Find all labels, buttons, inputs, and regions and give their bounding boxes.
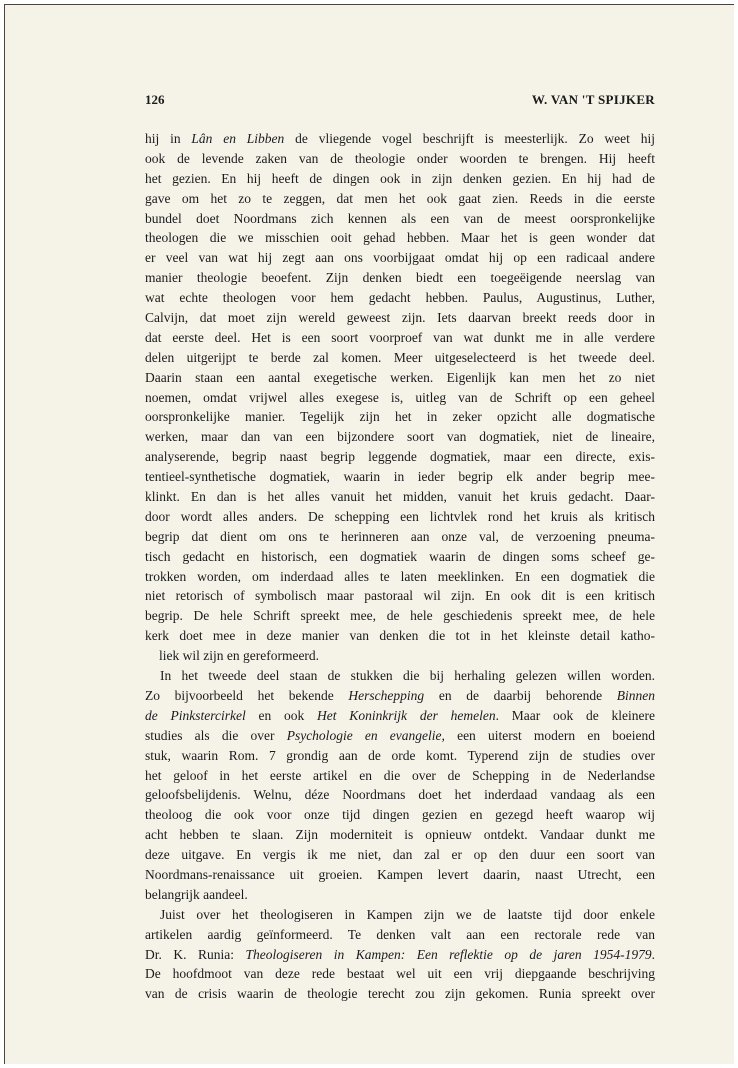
text-line: liek wil zijn en gereformeerd. [159,648,320,664]
body-text [145,129,655,1004]
text-line: hij in Lân en Libben de vliegende vogel beschrijft is meesterlijk. Zo weet hij [145,131,655,146]
book-title: de Pinkstercirkel [145,707,246,723]
book-title: Psychologie en evangelie, [286,727,445,743]
text-line: studies als die over Psychologie en evangelie, een uiterst modern en boeiend [145,727,655,743]
text-line: analyserende, begrip naast begrip leggende dogmatiek, maar een directe, exis- [145,449,655,465]
text-line: begrip dat dient om ons te herinneren aan onze val, de verzoening pneuma- [145,528,655,544]
text-line: noemen, omdat vrijwel alles exegese is, uitleg van de Schrift op een geheel [145,389,655,405]
text-line: acht hebben te slaan. Zijn moderniteit is opnieuw ontdekt. Vandaar dunkt me [145,827,655,843]
text-line: van de crisis waarin de theologie terecht zou zijn gekomen. Runia spreekt over [145,986,655,1002]
text-line: Noordmans-renaissance uit groeien. Kampen levert daarin, naast Utrecht, een [145,866,655,882]
text-line: geloofsbelijdenis. Welnu, déze Noordmans doet het inderdaad vandaag als een [145,787,655,803]
text-line: wat echte theologen voor hem gedacht hebben. Paulus, Augustinus, Luther, [145,290,655,306]
text-line: De hoofdmoot van deze rede bestaat wel uit een vrij diepgaande beschrijving [145,966,655,982]
book-title: Theologiseren in Kampen: Een reflektie op de jaren 1954-1979 [245,946,652,962]
text-line: tentieel-synthetische dogmatiek, waarin in ieder begrip elk ander begrip mee- [145,469,655,485]
text-line: werken, maar dan van een bijzondere soort van dogmatiek, niet de lineaire, [145,429,655,445]
text-line: de Pinkstercirkel en ook Het Koninkrijk der hemelen. Maar ook de kleinere [145,707,655,723]
text-line: artikelen aardig geïnformeerd. Te denken valt aan een rectorale rede van [145,926,655,942]
text-line: gave om het zo te zeggen, dat men het ook gaat zien. Reeds in die eerste [145,190,655,206]
text-line: begrip. De hele Schrift spreekt mee, de hele geschiedenis spreekt mee, de hele [145,608,655,624]
text-line: delen uitgerijpt te berde zal komen. Meer uitgeselecteerd is het tweede deel. [145,349,655,365]
text-line: theologen die we misschien ooit gehad hebben. Maar het is geen wonder dat [145,230,655,246]
text-line: ook de levende zaken van de theologie onder woorden te brengen. Hij heeft [145,150,655,166]
text-line: klinkt. En dan is het alles vanuit het midden, vanuit het kruis gedacht. Daar- [145,489,655,505]
text-line: In het tweede deel staan de stukken die bij herhaling gelezen willen worden. [160,668,655,684]
text-line: theoloog die ook voor onze tijd dingen gezien en gezegd heeft waarop wij [145,807,655,823]
book-title: Lân en Libben [191,131,285,146]
text-line: het geloof in het eerste artikel en die over de Schepping in de Nederlandse [145,767,655,783]
text-line: Dr. K. Runia: Theologiseren in Kampen: Een reflektie op de jaren 1954-1979. [145,946,655,962]
text-line: dat eerste deel. Het is een soort voorproef van wat dunkt me in alle verdere [145,329,655,345]
text-line: deze uitgave. En vergis ik me niet, dan zal er op den duur een soort van [145,847,655,863]
text-line: manier theologie beoefent. Zijn denken biedt een toegeëigende neerslag van [145,270,655,286]
book-title: Binnen [616,687,655,703]
text-line: tisch gedacht en historisch, een dogmatiek waarin de dingen soms scheef ge- [145,548,655,564]
text-line: niet retorisch of symbolisch maar pastoraal wil zijn. En ook dit is een kritisch [145,588,655,604]
text-line: Juist over het theologiseren in Kampen zijn we de laatste tijd door enkele [160,906,655,922]
text-line: Daarin staan een aantal exegetische werken. Eigenlijk kan men het zo niet [145,369,655,385]
text-line: kerk doet mee in deze manier van denken die tot in het kleinste detail katho- [145,628,655,644]
text-line: oorspronkelijke manier. Tegelijk zijn het in zeker opzicht alle dogmatische [145,409,655,425]
text-line: er veel van wat hij zegt aan ons voorbijgaat omdat hij op een radicaal andere [145,250,655,266]
text-line: bundel doet Noordmans zich kennen als een van de meest oorspronkelijke [145,210,655,226]
book-title: Herschepping [348,687,425,703]
text-line: door wordt alles anders. De schepping een lichtvlek rond het kruis als kritisch [145,508,655,524]
book-title: Het Koninkrijk der hemelen [317,707,496,723]
text-line: het gezien. En hij heeft de dingen ook in zijn denken gezien. En hij had de [145,170,655,186]
running-head: W. VAN 'T SPIJKER [531,92,655,107]
text-line: trokken worden, om inderdaad alles te laten meeklinken. En een dogmatiek die [145,568,655,584]
text-line: Calvijn, dat moet zijn wereld geweest zijn. Iets daarvan breekt reeds door in [145,310,655,326]
text-line: Zo bijvoorbeeld het bekende Herschepping en de daarbij behorende Binnen [145,687,655,703]
text-line: stuk, waarin Rom. 7 grondig aan de orde komt. Typerend zijn de studies over [145,747,655,763]
page-number: 126 [145,92,165,107]
text-line: belangrijk aandeel. [145,886,248,902]
